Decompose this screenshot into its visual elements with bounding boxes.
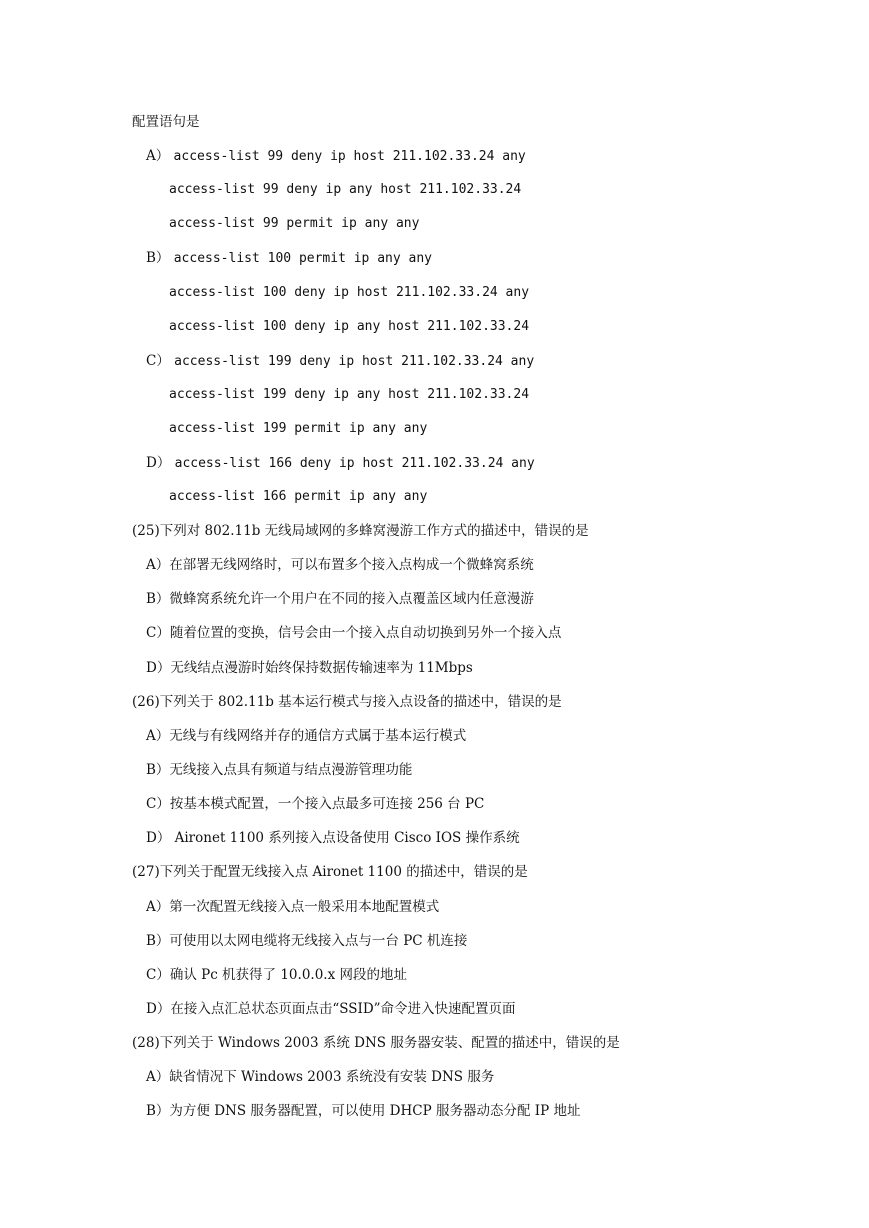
acl-line: access-list 166 deny ip host 211.102.33.24 any: [174, 456, 535, 471]
question-option: B）无线接入点具有频道与结点漫游管理功能: [146, 762, 413, 778]
acl-line: access-list 99 permit ip any any: [169, 216, 420, 231]
question-option: B）为方便 DNS 服务器配置，可以使用 DHCP 服务器动态分配 IP 地址: [146, 1103, 581, 1119]
question-option: A）在部署无线网络时，可以布置多个接入点构成一个微蜂窝系统: [146, 557, 534, 573]
acl-option-c: [146, 350, 534, 372]
question-option: B）微蜂窝系统允许一个用户在不同的接入点覆盖区域内任意漫游: [146, 591, 534, 607]
acl-option-d: [146, 452, 535, 474]
question-option: C）随着位置的变换，信号会由一个接入点自动切换到另外一个接入点: [146, 625, 562, 641]
option-label: B）: [146, 250, 170, 266]
acl-line: access-list 100 permit ip any any: [173, 251, 432, 266]
question-option: C）确认 Pc 机获得了 10.0.0.x 网段的地址: [146, 967, 407, 983]
acl-line: access-list 99 deny ip host 211.102.33.24 any: [173, 149, 526, 164]
question-option: B）可使用以太网电缆将无线接入点与一台 PC 机连接: [146, 933, 468, 949]
question-stem: (27)下列关于配置无线接入点 Aironet 1100 的描述中，错误的是: [132, 864, 528, 880]
question-option: D） Aironet 1100 系列接入点设备使用 Cisco IOS 操作系统: [146, 830, 520, 846]
acl-line: access-list 100 deny ip host 211.102.33.24 any: [169, 285, 530, 300]
option-label: A）: [146, 148, 170, 164]
question-option: A）缺省情况下 Windows 2003 系统没有安装 DNS 服务: [146, 1069, 495, 1085]
question-stem: (26)下列关于 802.11b 基本运行模式与接入点设备的描述中，错误的是: [132, 694, 562, 710]
question-option: A）无线与有线网络并存的通信方式属于基本运行模式: [146, 728, 467, 744]
acl-option-b: [146, 247, 432, 269]
acl-option-a: [146, 145, 526, 167]
question-option: D）在接入点汇总状态页面点击“SSID”命令进入快速配置页面: [146, 1001, 516, 1017]
option-label: C）: [146, 353, 170, 369]
acl-line: access-list 199 deny ip any host 211.102.33.24: [169, 387, 530, 402]
acl-line: access-list 100 deny ip any host 211.102.33.24: [169, 319, 530, 334]
option-label: D）: [146, 455, 171, 471]
acl-line: access-list 166 permit ip any any: [169, 489, 428, 504]
question-stem: (25)下列对 802.11b 无线局域网的多蜂窝漫游工作方式的描述中，错误的是: [132, 523, 589, 539]
question-option: C）按基本模式配置，一个接入点最多可连接 256 台 PC: [146, 796, 485, 812]
intro-text: 配置语句是: [132, 114, 200, 130]
question-option: D）无线结点漫游时始终保持数据传输速率为 11Mbps: [146, 660, 473, 676]
acl-line: access-list 199 permit ip any any: [169, 421, 428, 436]
acl-line: access-list 199 deny ip host 211.102.33.24 any: [174, 354, 535, 369]
acl-line: access-list 99 deny ip any host 211.102.33.24: [169, 182, 522, 197]
question-stem: (28)下列关于 Windows 2003 系统 DNS 服务器安装、配置的描述中，错误的是: [132, 1035, 620, 1051]
question-option: A）第一次配置无线接入点一般采用本地配置模式: [146, 899, 440, 915]
